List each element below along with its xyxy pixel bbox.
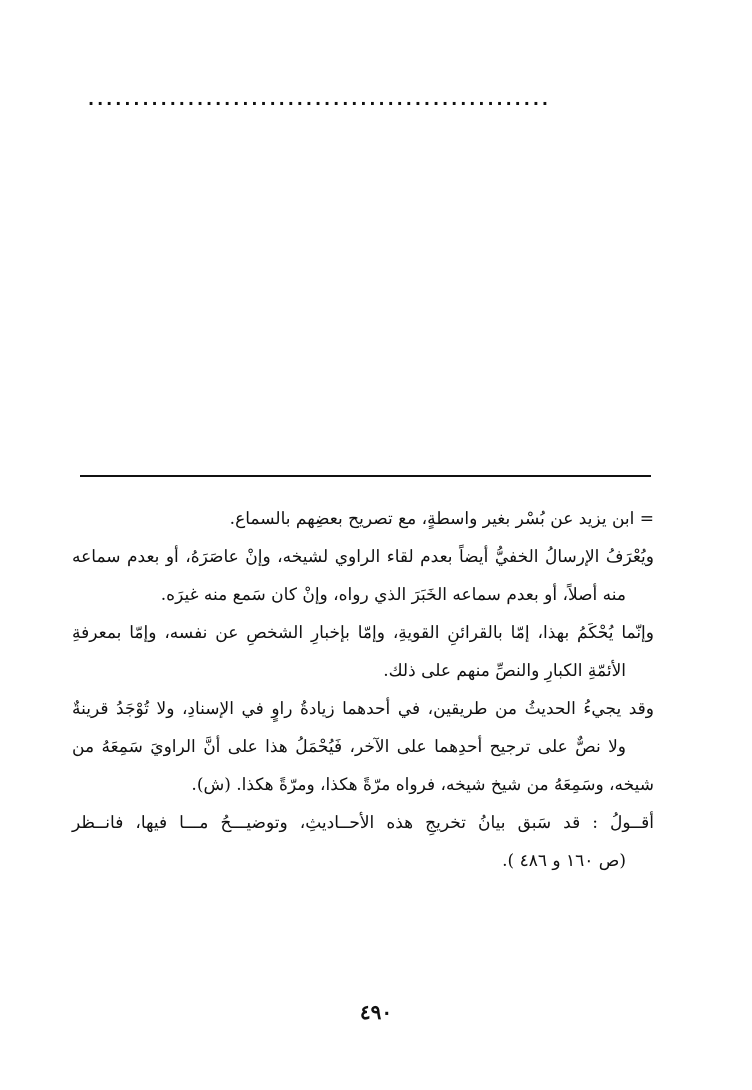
page-number: ٤٩٠ xyxy=(359,1000,393,1024)
footnote-paragraph xyxy=(72,804,654,880)
footnote-paragraph xyxy=(72,538,654,614)
footnote-divider xyxy=(80,475,651,477)
dotted-separator: ................................................... xyxy=(88,90,551,109)
footnote-line: شيخه، وسَمِعَهُ من شيخ شيخه، فرواه مرّةً هكذا، ومرّةً هكذا. (ش). xyxy=(191,775,654,795)
footnote-paragraph xyxy=(72,500,654,538)
footnote-line: وإنّما يُحْكَمُ بهذا، إمّا بالقرائنِ القويةِ، وإمّا بإخبارِ الشخصِ عن نفسه، وإمّا بمعرفةِ xyxy=(72,623,654,643)
footnote-line: (ص ١٦٠ و ٤٨٦ ). xyxy=(502,851,626,871)
footnote-line: ولا نصٌّ على ترجيح أحدِهما على الآخر، فَيُحْمَلُ هذا على أنَّ الراويَ سَمِعَهُ من xyxy=(72,737,626,757)
footnote-line: منه أصلاً، أو بعدم سماعه الخَبَرَ الذي رواه، وإنْ كان سَمع منه غيرَه. xyxy=(160,585,626,605)
footnote-line: أقــولُ : قد سَبق بيانُ تخريجِ هذه الأحــاديثِ، وتوضيـــحُ مـــا فيها، فانــظر xyxy=(72,813,654,833)
footnotes-section xyxy=(72,500,654,880)
footnote-line: وقد يجيءُ الحديثُ من طريقين، في أحدهما زيادةُ راوٍ في الإسنادِ، ولا تُوْجَدُ قرينةٌ xyxy=(72,699,654,719)
footnote-paragraph xyxy=(72,690,654,804)
footnote-paragraph xyxy=(72,614,654,690)
footnote-line: = ابن يزيد عن بُسْر بغير واسطةٍ، مع تصريح بعضِهم بالسماع. xyxy=(229,509,654,529)
footnote-line: ويُعْرَفُ الإرسالُ الخفيُّ أيضاً بعدم لقاء الراوي لشيخه، وإنْ عاصَرَهُ، أو بعدم سماعه xyxy=(72,547,654,567)
footnote-line: الأئمّةِ الكبارِ والنصِّ منهم على ذلك. xyxy=(383,661,626,681)
